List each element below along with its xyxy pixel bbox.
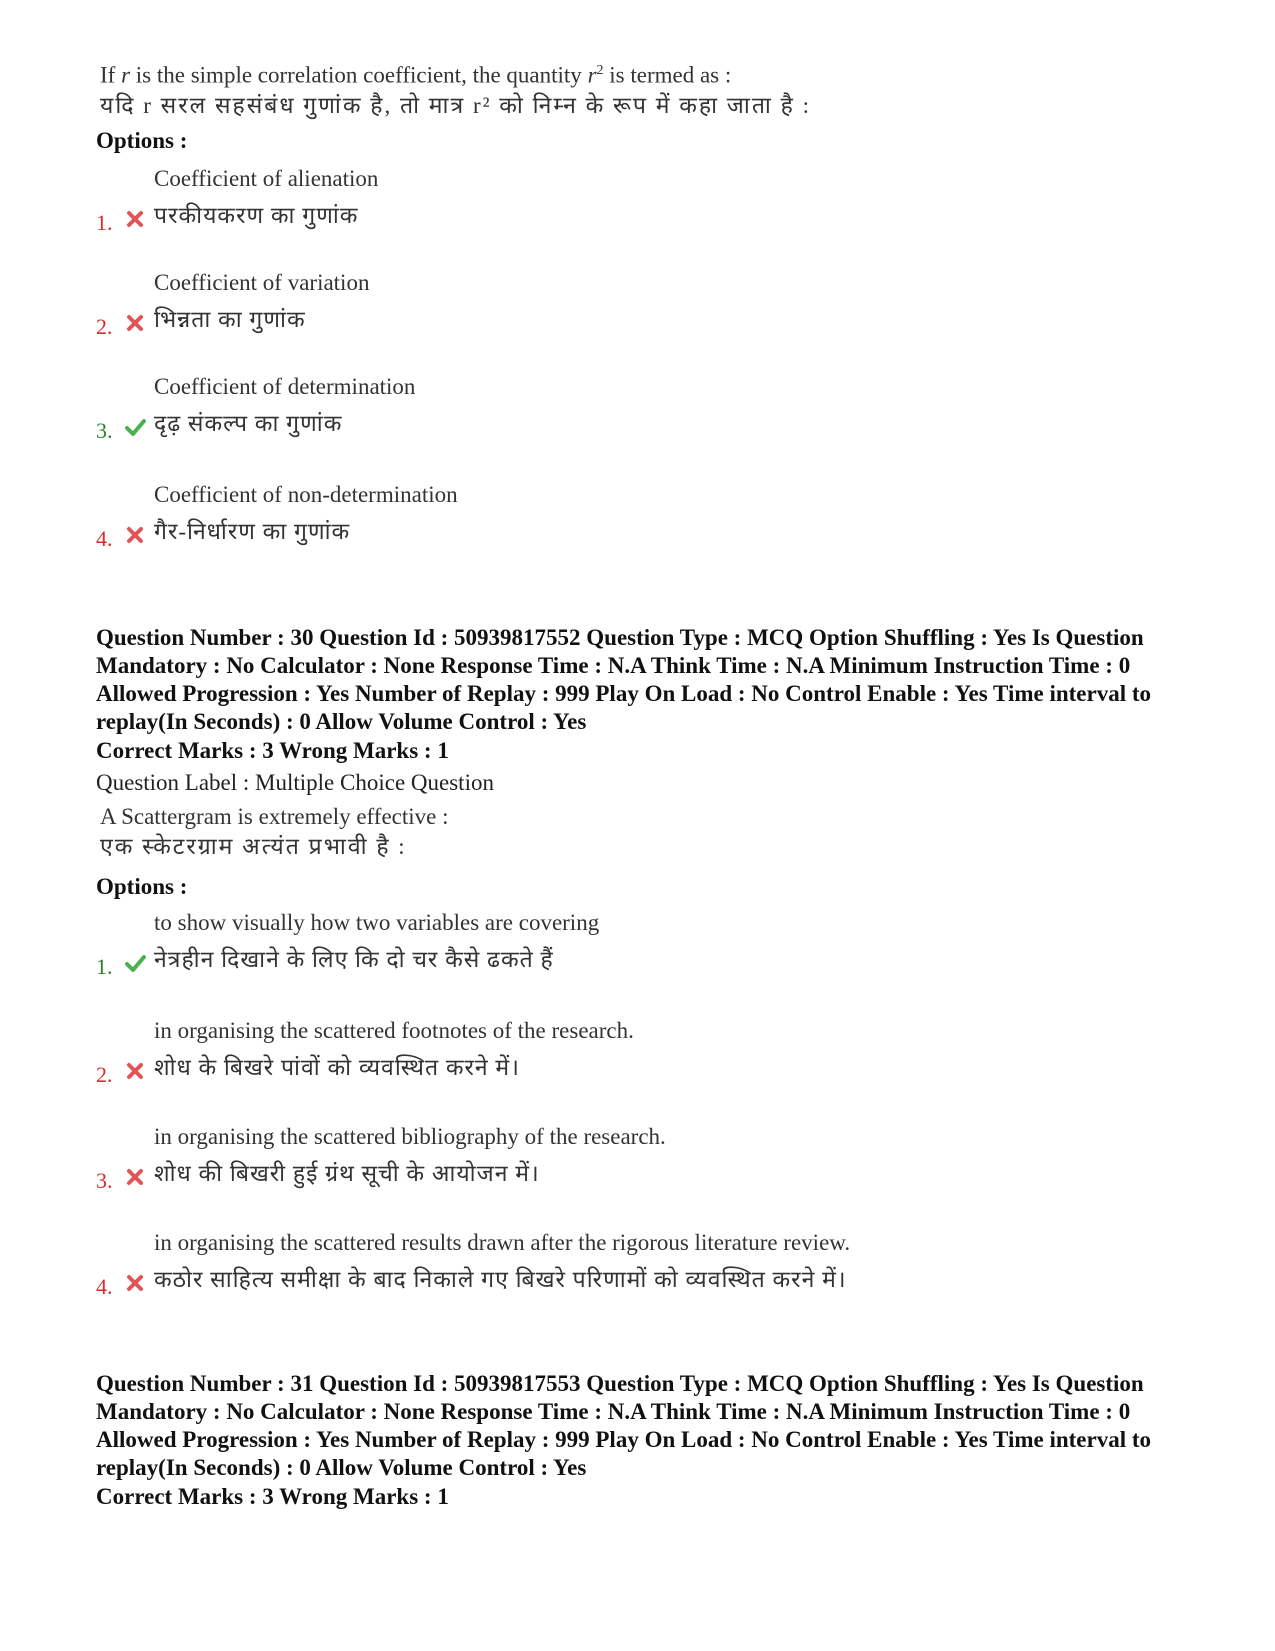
option-text-hindi: दृढ़ संकल्प का गुणांक	[154, 411, 343, 436]
option-number: 4.	[96, 526, 113, 551]
q29-option-4	[96, 482, 1196, 562]
option-number: 1.	[96, 954, 113, 979]
option-number: 2.	[96, 1062, 113, 1087]
option-text-hindi: शोध की बिखरी हुई ग्रंथ सूची के आयोजन में।	[154, 1161, 540, 1186]
cross-icon	[124, 1166, 146, 1188]
option-text-english: in organising the scattered bibliography of the research.	[154, 1124, 666, 1149]
option-number: 2.	[96, 314, 113, 339]
q30-options-label: Options :	[96, 874, 188, 899]
q29-stem-hindi: यदि r सरल सहसंबंध गुणांक है, तो मात्र r² को निम्न के रूप में कहा जाता है :	[100, 92, 811, 118]
q30-marks: Correct Marks : 3 Wrong Marks : 1	[96, 738, 449, 763]
check-icon	[124, 416, 146, 438]
q29-option-3	[96, 374, 1196, 454]
q29-option-2	[96, 270, 1196, 350]
option-number: 3.	[96, 1168, 113, 1193]
option-text-hindi: भिन्नता का गुणांक	[154, 307, 306, 332]
q29-stem	[100, 56, 811, 121]
option-text-english: Coefficient of determination	[154, 374, 416, 399]
option-text-english: Coefficient of variation	[154, 270, 370, 295]
q30-option-2	[96, 1018, 1196, 1098]
option-text-english: to show visually how two variables are covering	[154, 910, 600, 935]
q30-option-1	[96, 910, 1196, 990]
option-number: 1.	[96, 210, 113, 235]
cross-icon	[124, 1060, 146, 1082]
cross-icon	[124, 524, 146, 546]
option-text-hindi: शोध के बिखरे पांवों को व्यवस्थित करने में।	[154, 1055, 520, 1080]
q31-metadata: Question Number : 31 Question Id : 50939817553 Question Type : MCQ Option Shuffling : Yes Is Question Mandatory : No Calculator : None Response Time : N.A Think Time : N.A Minimum Instruction Time : 0 Allowed Progression : Yes Number of Replay : 999 Play On Load : No Control Enable : Yes Time interval to replay(In Seconds) : 0 Allow Volume Control : Yes	[96, 1371, 1152, 1480]
option-text-english: Coefficient of alienation	[154, 166, 379, 191]
option-text-hindi: कठोर साहित्य समीक्षा के बाद निकाले गए बिखरे परिणामों को व्यवस्थित करने में।	[154, 1267, 847, 1292]
option-text-hindi: गैर-निर्धारण का गुणांक	[154, 519, 351, 544]
q30-metadata: Question Number : 30 Question Id : 50939817552 Question Type : MCQ Option Shuffling : Yes Is Question Mandatory : No Calculator : None Response Time : N.A Think Time : N.A Minimum Instruction Time : 0 Allowed Progression : Yes Number of Replay : 999 Play On Load : No Control Enable : Yes Time interval to replay(In Seconds) : 0 Allow Volume Control : Yes	[96, 625, 1152, 734]
option-text-hindi: परकीयकरण का गुणांक	[154, 203, 359, 228]
q30-stem-hindi: एक स्केटरग्राम अत्यंत प्रभावी है :	[100, 834, 407, 859]
q29-stem-english: If r is the simple correlation coefficient, the quantity $r^2$ is termed as :	[100, 62, 732, 88]
option-text-hindi: नेत्रहीन दिखाने के लिए कि दो चर कैसे ढकते हैं	[154, 947, 554, 972]
q30-option-3	[96, 1124, 1196, 1204]
q31-marks: Correct Marks : 3 Wrong Marks : 1	[96, 1484, 449, 1509]
option-text-english: in organising the scattered footnotes of the research.	[154, 1018, 634, 1043]
cross-icon	[124, 208, 146, 230]
q30-stem-english: A Scattergram is extremely effective :	[100, 804, 449, 829]
option-text-english: in organising the scattered results drawn after the rigorous literature review.	[154, 1230, 851, 1255]
cross-icon	[124, 1272, 146, 1294]
q30-option-4	[96, 1230, 1196, 1310]
q30-question-label: Question Label : Multiple Choice Question	[96, 770, 494, 795]
option-text-english: Coefficient of non-determination	[154, 482, 458, 507]
cross-icon	[124, 312, 146, 334]
q30-stem	[100, 802, 449, 862]
q29-option-1	[96, 166, 1196, 246]
check-icon	[124, 952, 146, 974]
option-number: 4.	[96, 1274, 113, 1299]
q29-options-label: Options :	[96, 128, 188, 153]
option-number: 3.	[96, 418, 113, 443]
